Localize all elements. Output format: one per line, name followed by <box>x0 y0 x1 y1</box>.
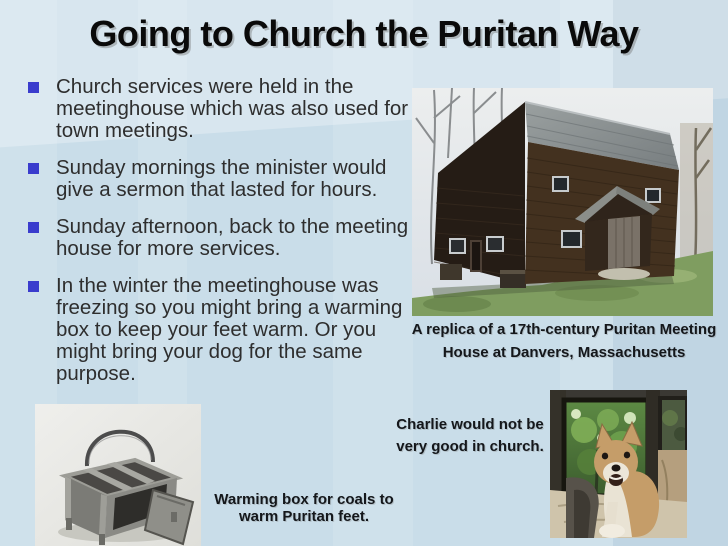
caption-line: very good in church. <box>396 438 544 455</box>
caption-line: A replica of a 17th-century Puritan Meeting <box>411 321 717 338</box>
slide-title: Going to Church the Puritan Way <box>89 13 639 54</box>
warming-box-illustration <box>35 404 201 546</box>
list-item <box>24 157 410 201</box>
bullet-square-icon <box>28 281 39 292</box>
dog-nose <box>612 465 621 472</box>
bullet-square-icon <box>28 222 39 233</box>
bullet-square-icon <box>28 163 39 174</box>
bullet-text: Sunday afternoon, back to the meeting house for more services. <box>56 215 409 260</box>
box-corner-post <box>65 476 71 523</box>
caption-line: Charlie would not be <box>396 416 544 433</box>
caption-line: House at Danvers, Massachusetts <box>442 344 686 361</box>
meetinghouse-illustration <box>412 88 713 316</box>
dog-caption <box>385 414 555 458</box>
warming-box-photo <box>35 404 201 546</box>
warming-box-caption <box>202 491 406 525</box>
bullet-text: In the winter the meetinghouse was freezing so you might bring a warming box to keep your feet warm. Or you might bring your dog for the same purpose. <box>56 274 403 385</box>
dog-eye-left <box>602 453 608 460</box>
meetinghouse-caption <box>392 318 728 364</box>
bullet-list <box>24 76 410 400</box>
list-item <box>24 216 410 260</box>
bullet-square-icon <box>28 82 39 93</box>
caption-line: warm Puritan feet. <box>238 508 370 525</box>
grass-shade <box>423 296 491 312</box>
bullet-text: Sunday mornings the minister would give a sermon that lasted for hours. <box>56 156 387 201</box>
dog-eye-right <box>624 452 630 459</box>
list-item <box>24 76 410 142</box>
bullet-text: Church services were held in the meetinghouse which was also used for town meetings. <box>56 75 409 142</box>
meetinghouse-photo <box>412 88 713 316</box>
dark-object-shadow <box>574 490 590 538</box>
dog-illustration <box>550 390 687 538</box>
dog-photo <box>550 390 687 538</box>
dog-paw <box>599 524 625 538</box>
car-rear-window <box>660 398 687 452</box>
caption-line: Warming box for coals to <box>214 491 394 508</box>
list-item <box>24 275 410 385</box>
